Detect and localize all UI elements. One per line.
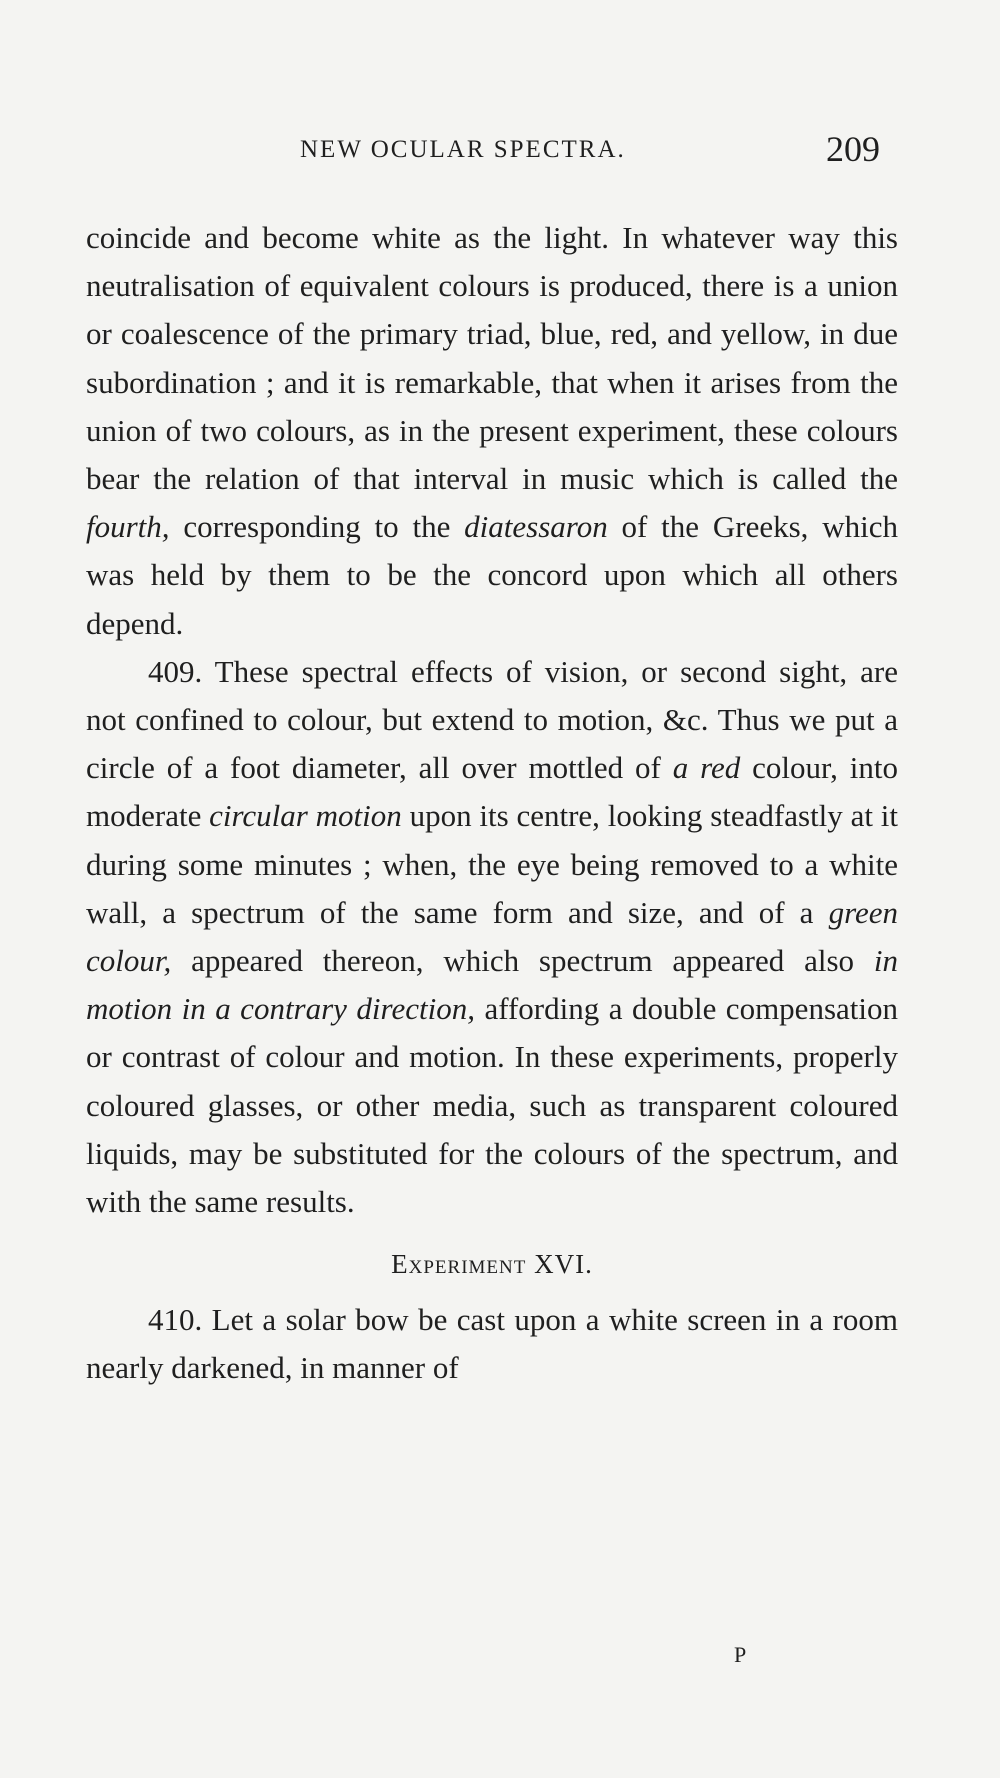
text-segment: corresponding to the bbox=[169, 509, 465, 545]
page-number: 209 bbox=[826, 129, 880, 169]
signature-mark: P bbox=[734, 1642, 747, 1667]
italic-a-red: a red bbox=[672, 750, 741, 786]
section-heading: Experiment XVI. bbox=[391, 1249, 593, 1280]
paragraph-410 bbox=[86, 1296, 898, 1392]
paragraph-409 bbox=[86, 648, 898, 1226]
text-segment: upon its centre, looking steadfastly at it during some minutes ; when, the eye being removed to a white wall, a spectrum of the same form and size, and of a bbox=[86, 798, 898, 930]
italic-diatessaron: diatessaron bbox=[464, 509, 608, 545]
running-head bbox=[0, 128, 1000, 188]
italic-circular-motion: circular motion bbox=[209, 798, 402, 834]
text-segment: appeared thereon, which spectrum appeared also bbox=[171, 943, 874, 979]
italic-contrary-direction: in motion in a contrary direction, bbox=[86, 943, 898, 1027]
text-segment: 409. These spectral effects of vision, or second sight, are not confined to colour, but extend to motion, &c. Thus we put a circle of a foot diameter, all over mottled of bbox=[86, 653, 898, 786]
text-segment: coincide and become white as the light. In whatever way this neutralisation of equivalent colours is produced, there is a union or coalescence of the primary triad, blue, red, and yellow, in due subordination ; and it is remarkable, that when it arises from the union of two colours, as in the present experiment, these colours bear the relation of that interval in music which is called the bbox=[86, 220, 898, 497]
text-segment: affording a double compensation or contrast of colour and motion. In these experiments, properly coloured glasses, or other media, such as transparent coloured liquids, may be substituted for the colours of the spectrum, and with the same results. bbox=[86, 991, 898, 1220]
text-segment: 410. Let a solar bow be cast upon a white screen in a room nearly darkened, in manner of bbox=[86, 1302, 898, 1386]
text-segment: of the Greeks, which was held by them to be the concord upon which all others depend. bbox=[86, 509, 898, 641]
paragraph-continued bbox=[86, 214, 898, 648]
text-segment: colour, into moderate bbox=[86, 750, 898, 834]
italic-fourth: fourth, bbox=[86, 509, 170, 545]
running-title: NEW OCULAR SPECTRA. bbox=[300, 136, 626, 163]
italic-green-colour: green colour, bbox=[86, 894, 898, 979]
body-text bbox=[86, 214, 898, 1393]
